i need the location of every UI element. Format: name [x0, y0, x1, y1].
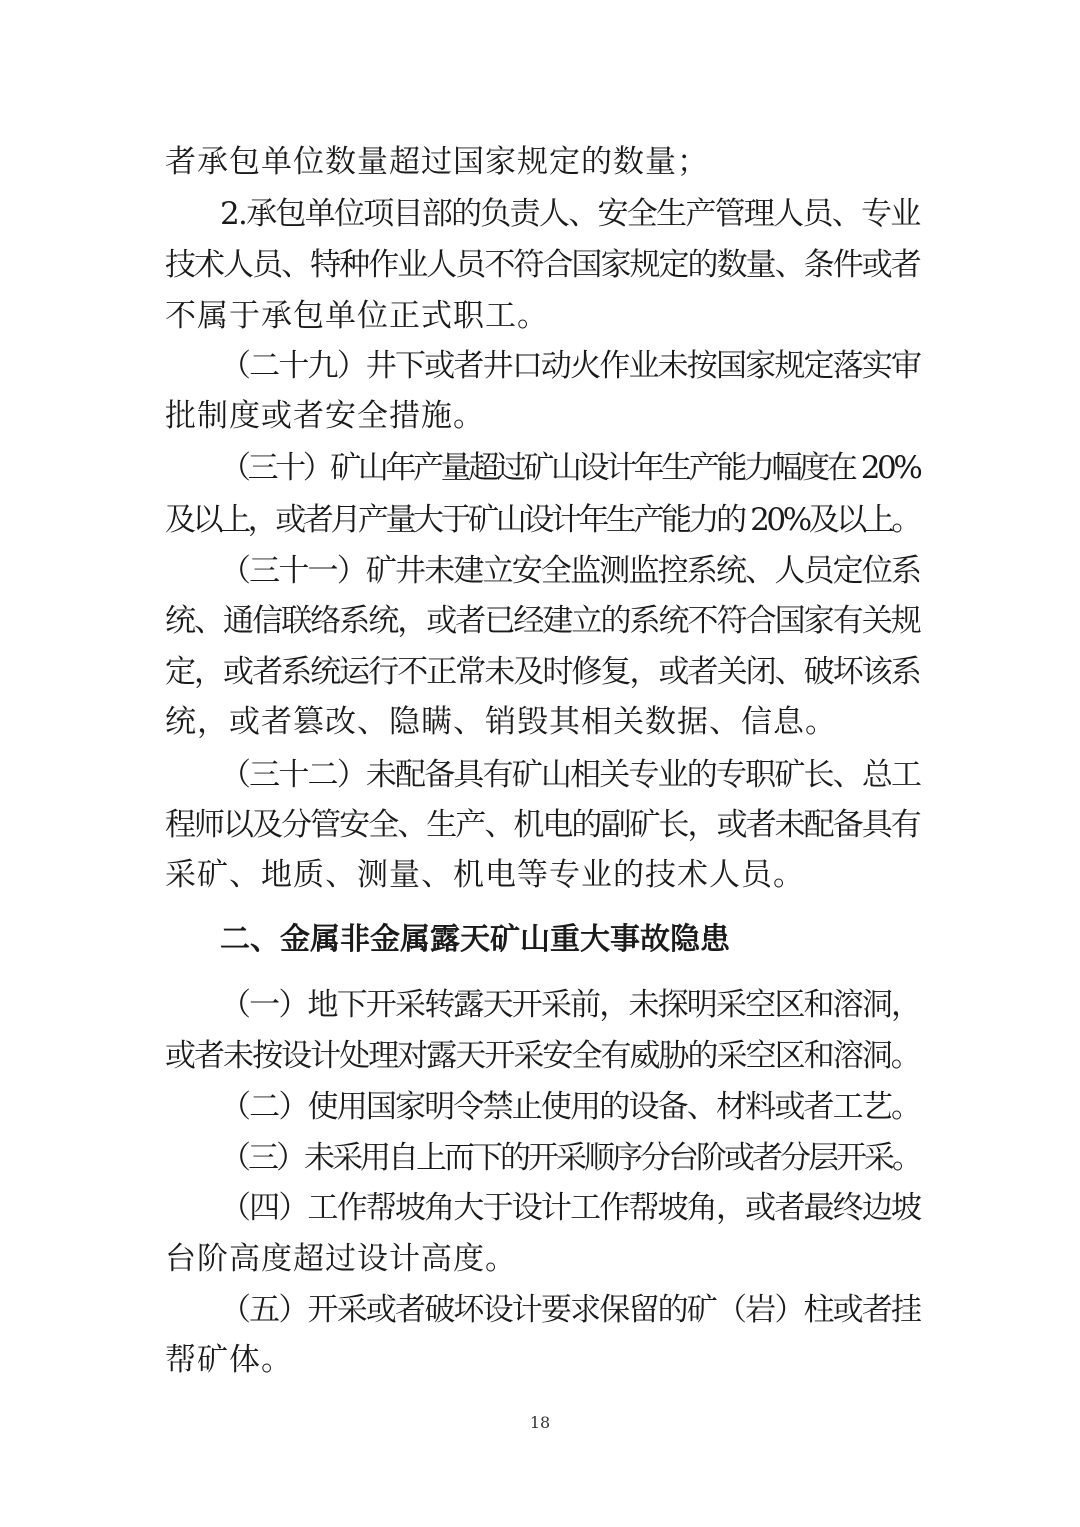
text-line: （三）未采用自上而下的开采顺序分台阶或者分层开采。	[220, 1140, 920, 1176]
text-line: （一）地下开采转露天开采前，未探明采空区和溶洞，	[220, 987, 921, 1023]
text-line: 帮矿体。	[165, 1342, 293, 1378]
text-line: 或者未按设计处理对露天开采安全有威胁的采空区和溶洞。	[165, 1038, 920, 1074]
text-line: 程师以及分管安全、生产、机电的副矿长，或者未配备具有	[165, 807, 920, 843]
text-line: （三十）矿山年产量超过矿山设计年生产能力幅度在 20%	[220, 450, 920, 486]
text-line: 不属于承包单位正式职工。	[165, 298, 549, 334]
text-line: （二十九）井下或者井口动火作业未按国家规定落实审	[220, 348, 921, 384]
text-line: （五）开采或者破坏设计要求保留的矿（岩）柱或者挂	[220, 1292, 921, 1328]
text-line: 定，或者系统运行不正常未及时修复，或者关闭、破坏该系	[165, 654, 920, 690]
text-line: 及以上，或者月产量大于矿山设计年生产能力的 20%及以上。	[165, 502, 919, 538]
text-line: 台阶高度超过设计高度。	[165, 1241, 517, 1277]
section-heading: 二、金属非金属露天矿山重大事故隐患	[220, 922, 730, 957]
text-line: （二）使用国家明令禁止使用的设备、材料或者工艺。	[220, 1089, 921, 1125]
text-line: 技术人员、特种作业人员不符合国家规定的数量、条件或者	[165, 247, 920, 283]
text-line: 统，或者篡改、隐瞒、销毁其相关数据、信息。	[165, 704, 837, 740]
text-line: （三十二）未配备具有矿山相关专业的专职矿长、总工	[220, 757, 921, 793]
page-number: 18	[529, 1413, 551, 1432]
text-line: 2.承包单位项目部的负责人、安全生产管理人员、专业	[220, 196, 920, 232]
text-line: （三十一）矿井未建立安全监测监控系统、人员定位系	[220, 553, 921, 589]
text-line: 采矿、地质、测量、机电等专业的技术人员。	[165, 857, 805, 893]
text-line: （四）工作帮坡角大于设计工作帮坡角，或者最终边坡	[220, 1190, 921, 1226]
text-line: 统、通信联络系统，或者已经建立的系统不符合国家有关规	[165, 603, 920, 639]
text-line: 者承包单位数量超过国家规定的数量；	[165, 144, 709, 180]
text-line: 批制度或者安全措施。	[165, 398, 485, 434]
